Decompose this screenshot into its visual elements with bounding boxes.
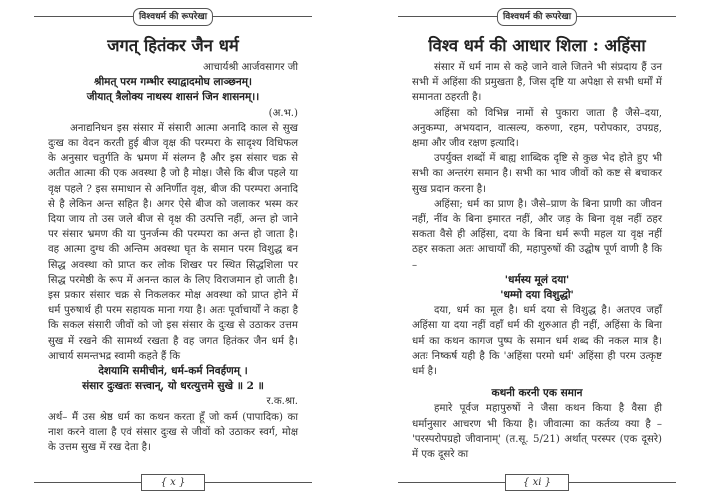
header (398, 4, 676, 28)
page-title: जगत् हितंकर जैन धर्म (107, 36, 239, 55)
paragraph: अनाद्यनिधन इस संसार में संसारी आत्मा अनादि काल से सुख दुःख का वेदन करती हुई बीज वृक्ष की परम्परा के सादृश्य विधिफल के अनुसार चतुर्गति के भ्रमण में संलग्न है और इस संसार चक्र से अतीत आत्मा की एक अवस्था है जो है मोक्ष। जैसे कि बीज पहले या वृक्ष पहले ? इस समाधान से अनिर्णीत वृक्ष, बीज की परम्परा अनादि से है लेकिन अन्त सहित है। अगर ऐसे बीज को जलाकर भस्म कर दिया जाय तो उस जले बीज से वृक्ष की उत्पत्ति नहीं, अन्त हो जाने पर संसार भ्रमण की या पुनर्जन्म की परम्परा का अन्त हो जाता है। वह आत्मा दुग्ध की अन्तिम अवस्था घृत के समान परम विशुद्ध बन सिद्ध अवस्था को प्राप्त कर लोक शिखर पर स्थित सिद्धशिला पर सिद्ध परमेष्ठी के रूप में अनन्त काल के लिए विराजमान हो जाती है। इस प्रकार संसार चक्र से निकलकर मोक्ष अवस्था को प्राप्त होने में धर्म पुरुषार्थ ही परम सहायक माना गया है। अतः पूर्वाचार्यों ने कहा है कि सकल संसारी जीवों को जो इस संसार के दुःख से उठाकर उत्तम सुख में रखने की सामर्थ्य रखता है वह जगत हितंकर जैन धर्म है। आचार्य समन्तभद्र स्वामी कहते हैं कि (48, 122, 298, 362)
right-page (356, 0, 712, 504)
paragraph: अहिंसा को विभिन्न नामों से पुकारा जाता है जैसे–दया, अनुकम्पा, अभयदान, वात्सल्य, करुणा, रहम, परोपकार, उपग्रह, क्षमा और जीव रक्षण इत्यादि। (412, 107, 662, 150)
paragraph: अर्थ– मैं उस श्रेष्ठ धर्म का कथन करता हूँ जो कर्म (पापादिक) का नाश करने वाला है एवं संसार दुःख से जीवों को उठाकर स्वर्ग, मोक्ष के उत्तम सुख में रख देता है। (48, 411, 298, 454)
running-header: विश्वधर्म की रूपरेखा (133, 8, 213, 26)
header (34, 4, 312, 28)
page-number: { xi } (505, 474, 569, 491)
page-body (34, 28, 312, 462)
quote-line: 'धम्मो दया विशुद्धो' (500, 289, 574, 302)
page-number: { x } (141, 474, 205, 491)
author: आचार्यश्री आर्जवसागर जी (202, 62, 298, 73)
running-header: विश्वधर्म की रूपरेखा (497, 8, 577, 26)
footer (34, 470, 312, 494)
page-title: विश्व धर्म की आधार शिला : अहिंसा (428, 36, 646, 55)
paragraph: हमारे पूर्वज महापुरुषों ने जैसा कथन किया है वैसा ही धर्मानुसार आचरण भी किया है। जीवात्मा का कर्तव्य क्या है – 'परस्परोपग्रहो जीवानाम्' (त.सू. 5/21) अर्थात् परस्पर (एक दूसरे) में एक दूसरे का (412, 403, 662, 461)
quote-line: 'धर्मस्य मूलं दया' (504, 273, 570, 286)
paragraph: दया, धर्म का मूल है। धर्म दया से विशुद्ध है। अतएव जहाँ अहिंसा या दया नहीं वहाँ धर्म की शुरुआत ही नहीं, अहिंसा के बिना धर्म का कथन कागज पुष्प के समान धर्म शब्द की नकल मात्र है। अतः निष्कर्ष यही है कि 'अहिंसा परमो धर्म' अहिंसा ही परम उत्कृष्ट धर्म है। (412, 305, 662, 378)
paragraph: उपर्युक्त शब्दों में बाह्य शाब्दिक दृष्टि से कुछ भेद होते हुए भी सभी का अन्तरंग समान है। सभी का भाव जीवों को कष्ट से बचाकर सुख प्रदान करना है। (412, 153, 662, 195)
footer (398, 470, 676, 494)
verse-line: श्रीमत् परम गम्भीर स्याद्वादमोघ लाञ्छनम्। (94, 76, 252, 89)
verse-source: (अ.भ.) (268, 107, 298, 119)
subheading: कथनी करनी एक समान (491, 387, 583, 400)
verse-line: संसार दुःखतः सत्त्वान्, यो धरत्युत्तमे सुखे ॥ 2 ॥ (82, 380, 264, 393)
verse-source: र.क.श्रा. (266, 396, 298, 408)
paragraph: अहिंसा; धर्म का प्राण है। जैसे–प्राण के बिना प्राणी का जीवन नहीं, नींव के बिना इमारत नहीं, और जड़ के बिना वृक्ष नहीं ठहर सकता वैसे ही अहिंसा, दया के बिना धर्म रूपी महल या वृक्ष नहीं ठहर सकता अतः आचार्यों की, महापुरुषों की उद्घोष पूर्ण वाणी है कि – (412, 198, 662, 271)
verse-line: देशयामि समीचीनं, धर्म-कर्म निवर्हणम् । (98, 365, 248, 378)
paragraph: संसार में धर्म नाम से कहे जाने वाले जितने भी संप्रदाय हैं उन सभी में अहिंसा की प्रमुखता है, जिस दृष्टि या अपेक्षा से सभी धर्मों में समानता ठहरती है। (412, 62, 662, 104)
verse-line: जीयात् त्रैलोक्य नाथस्य शासनं जिन शासनम्।। (86, 91, 260, 104)
page-body (398, 28, 676, 462)
